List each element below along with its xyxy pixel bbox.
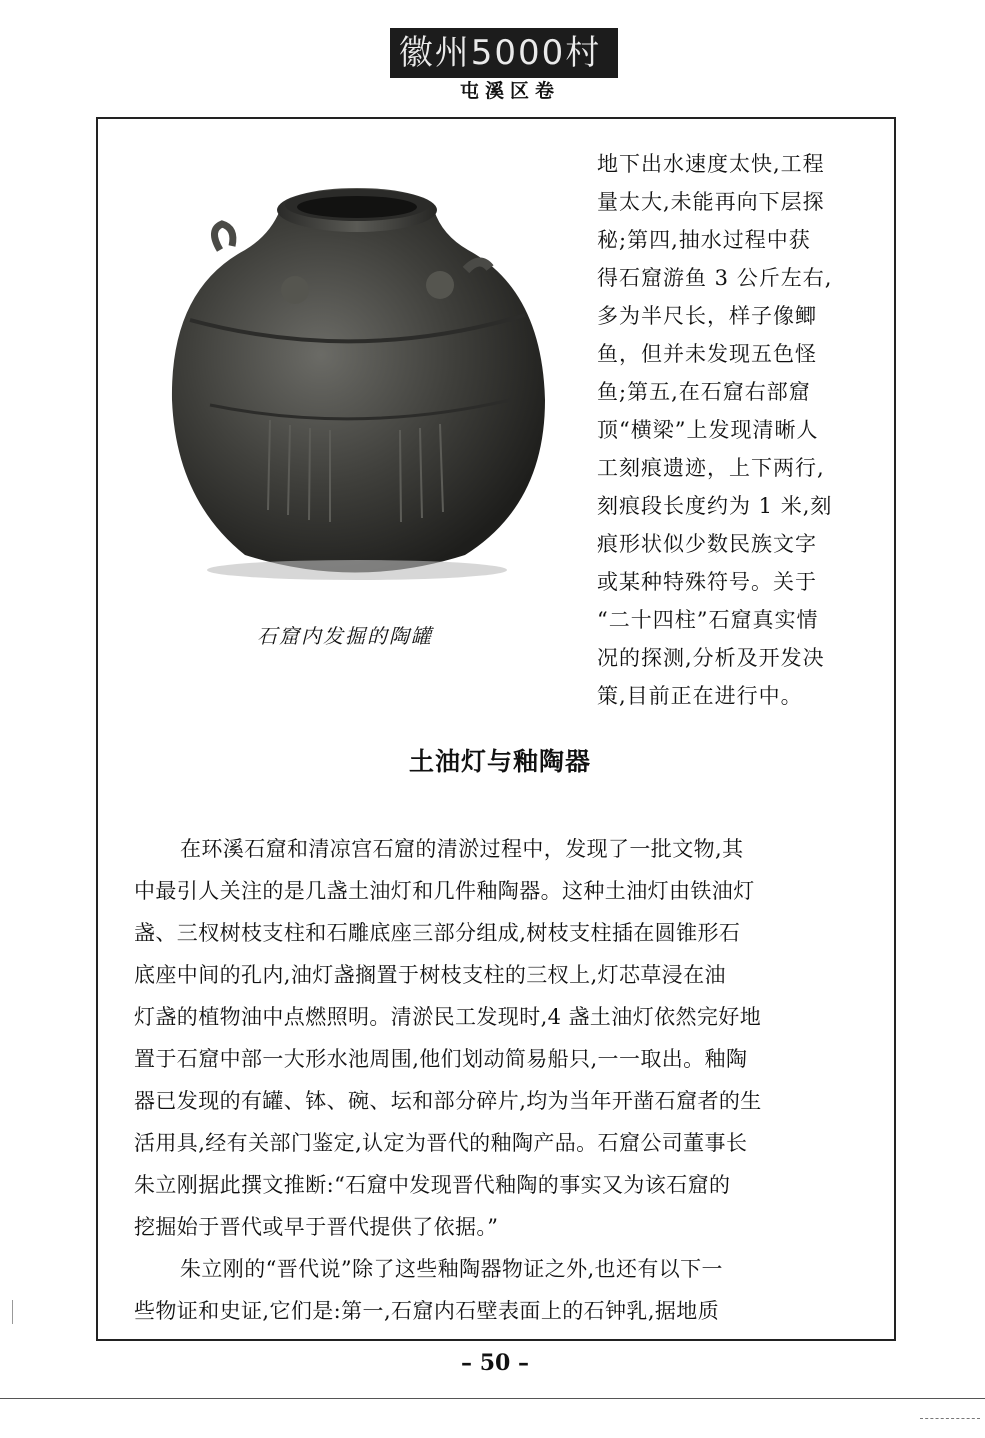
bottom-rule xyxy=(0,1398,985,1399)
text-line: 活用具,经有关部门鉴定,认定为晋代的釉陶产品。石窟公司董事长 xyxy=(134,1131,748,1155)
book-title: 徽州5000村 xyxy=(398,33,602,73)
text-line: 况的探测,分析及开发决 xyxy=(597,646,825,670)
text-line: 朱立刚的“晋代说”除了这些釉陶器物证之外,也还有以下一 xyxy=(180,1257,723,1281)
text-line: 工刻痕遗迹，上下两行, xyxy=(597,456,825,480)
text-line: 鱼，但并未发现五色怪 xyxy=(597,342,817,366)
pottery-jar-image xyxy=(150,150,570,590)
volume-subtitle: 屯溪区卷 xyxy=(459,80,560,102)
photo-caption: 石窟内发掘的陶罐 xyxy=(257,624,433,648)
text-line: 或某种特殊符号。关于 xyxy=(597,570,817,594)
text-line: 量太大,未能再向下层探 xyxy=(597,190,825,214)
text-line: 灯盏的植物油中点燃照明。清淤民工发现时,4 盏土油灯依然完好地 xyxy=(134,1005,762,1029)
dashed-rule xyxy=(920,1418,980,1419)
text-line: 些物证和史证,它们是:第一,石窟内石壁表面上的石钟乳,据地质 xyxy=(134,1299,720,1323)
text-line: “二十四柱”石窟真实情 xyxy=(597,608,819,632)
text-line: 痕形状似少数民族文字 xyxy=(597,532,817,556)
text-line: 朱立刚据此撰文推断:“石窟中发现晋代釉陶的事实又为该石窟的 xyxy=(134,1173,731,1197)
page-number: – 50 – xyxy=(461,1350,529,1376)
text-line: 多为半尺长，样子像鲫 xyxy=(597,304,817,328)
page-header xyxy=(0,0,985,110)
text-line: 挖掘始于晋代或早于晋代提供了依据。” xyxy=(134,1215,499,1239)
text-line: 鱼;第五,在石窟右部窟 xyxy=(597,380,811,404)
section-heading: 土油灯与釉陶器 xyxy=(408,747,591,776)
body-paragraphs xyxy=(134,828,894,1332)
text-line: 盏、三杈树枝支柱和石雕底座三部分组成,树枝支柱插在圆锥形石 xyxy=(134,921,741,945)
text-line: 中最引人关注的是几盏土油灯和几件釉陶器。这种土油灯由铁油灯 xyxy=(134,879,755,903)
text-line: 秘;第四,抽水过程中获 xyxy=(597,228,811,252)
text-line: 顶“横梁”上发现清晰人 xyxy=(597,418,819,442)
text-line: 置于石窟中部一大形水池周围,他们划动简易船只,一一取出。釉陶 xyxy=(134,1047,748,1071)
jar-photo xyxy=(150,150,570,590)
text-line: 刻痕段长度约为 1 米,刻 xyxy=(597,494,833,518)
text-line: 策,目前正在进行中。 xyxy=(597,684,803,708)
text-line: 底座中间的孔内,油灯盏搁置于树枝支柱的三杈上,灯芯草浸在油 xyxy=(134,963,726,987)
margin-mark xyxy=(12,1300,13,1324)
text-line: 地下出水速度太快,工程 xyxy=(597,152,825,176)
side-column-text xyxy=(597,145,887,715)
text-line: 在环溪石窟和清凉宫石窟的清淤过程中，发现了一批文物,其 xyxy=(180,837,744,861)
text-line: 得石窟游鱼 3 公斤左右, xyxy=(597,266,833,290)
text-line: 器已发现的有罐、钵、碗、坛和部分碎片,均为当年开凿石窟者的生 xyxy=(134,1089,762,1113)
